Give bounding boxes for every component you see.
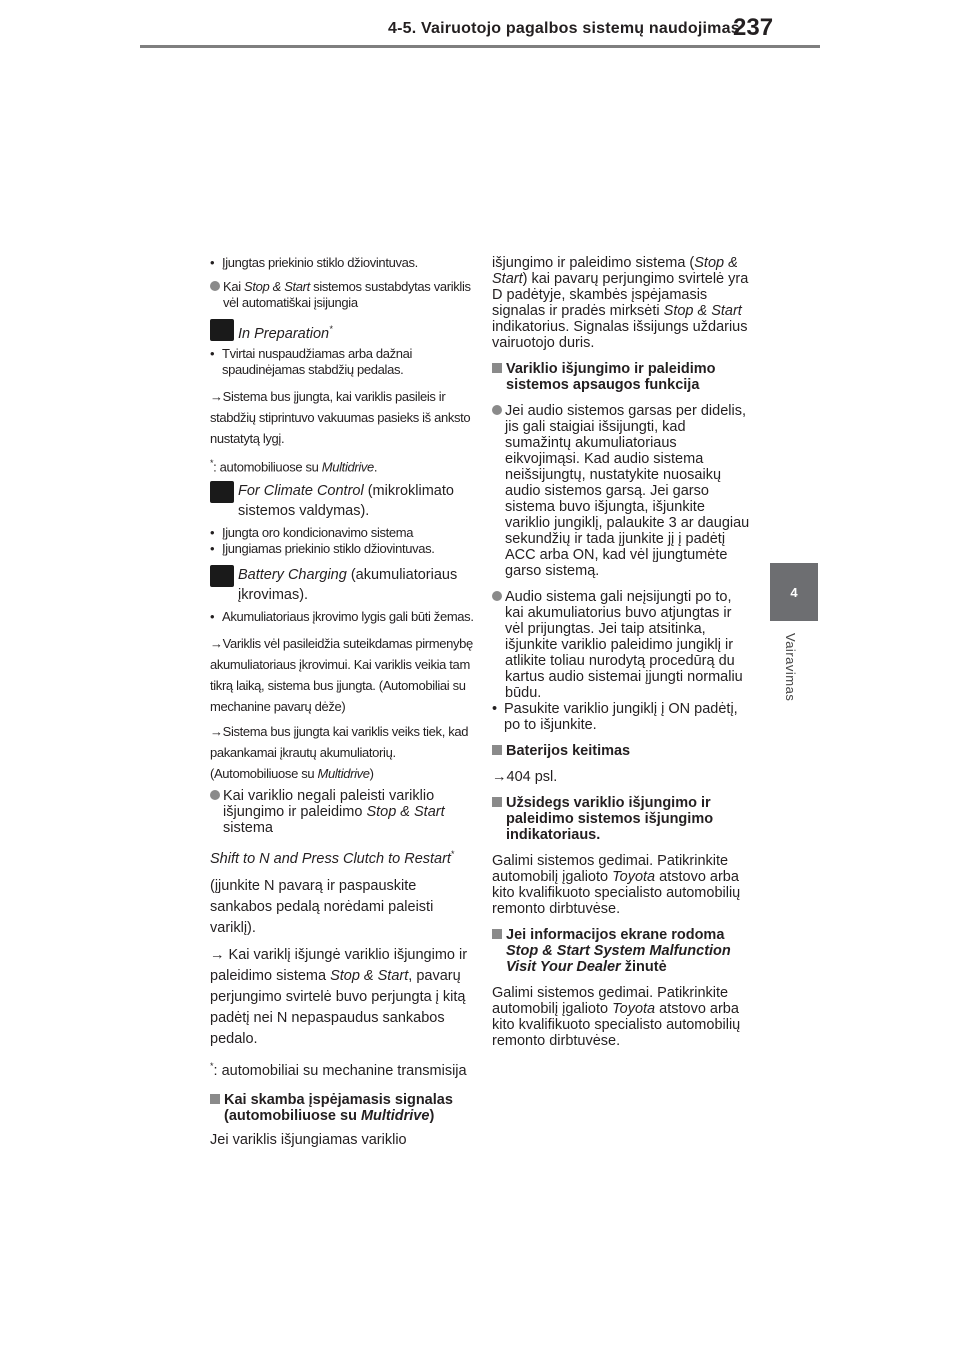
list-item: Kai Stop & Start sistemos sustabdytas variklis vėl automatiškai įsijungia <box>210 279 475 311</box>
list-item: Audio sistema gali neįsijungti po to, kai akumuliatorius buvo atjungtas ir vėl prijungtas. Jei taip atsitinka, išjunkite variklio paleidimo jungiklį ir atlikite toliau nurodytą procedūrą du kartus audio sistemai įjungti normaliu būdu. <box>492 589 754 701</box>
chapter-number: 4 <box>790 584 798 600</box>
indicator-row: Battery Charging (akumuliatoriaus įkrovimas). <box>210 565 475 605</box>
heading-square-icon <box>210 1094 220 1104</box>
footnote: *: automobiliai su mechanine transmisija <box>210 1060 467 1079</box>
chapter-label: Vairavimas <box>783 633 798 702</box>
paragraph: (įjunkite N pavarą ir paspauskite sankabos pedalą norėdami paleisti variklį). <box>210 877 434 936</box>
paragraph: Jei variklis išjungiamas variklio <box>210 1131 407 1148</box>
list-item: • Įjungta oro kondicionavimo sistema <box>210 525 475 541</box>
stop-start-indicator-icon <box>210 565 234 587</box>
paragraph: Galimi sistemos gedimai. Patikrinkite automobilį įgalioto Toyota atstovo arba kito kvalifikuoto specialisto automobilių remonto dirbtuvėse. <box>492 853 741 917</box>
footnote: *: automobiliuose su Multidrive. <box>210 457 378 475</box>
section-title: 4-5. Vairuotojo pagalbos sistemų naudojimas <box>388 20 740 37</box>
heading-square-icon <box>492 797 502 807</box>
bullet-dot-icon <box>492 591 502 601</box>
bullet-dot-icon <box>210 281 220 291</box>
indicator-row: In Preparation* <box>210 319 475 344</box>
message-text: Shift to N and Press Clutch to Restart* <box>210 849 455 867</box>
result-text: →Sistema bus įjungta, kai variklis pasileis ir stabdžių stiprintuvo vakuumas pasieks iš anksto nustatytą lygį. <box>210 388 471 446</box>
chapter-tab[interactable] <box>770 563 818 621</box>
stop-start-indicator-icon <box>210 481 234 503</box>
right-column <box>492 255 754 1057</box>
list-item: Kai variklio negali paleisti variklio išjungimo ir paleidimo Stop & Start sistema <box>210 788 475 836</box>
paragraph: išjungimo ir paleidimo sistema (Stop & Start) kai pavarų perjungimo svirtelė yra D padėtyje, skambės įspėjamasis signalas ir pradės mirksėti Stop & Start indikatorius. Signalas išsijungs uždarius vairuotojo duris. <box>492 255 749 351</box>
list-item: • Įjungtas priekinio stiklo džiovintuvas. <box>210 255 475 271</box>
heading-square-icon <box>492 363 502 373</box>
bullet-dot-icon <box>492 405 502 415</box>
list-item: • Akumuliatoriaus įkrovimo lygis gali būti žemas. <box>210 609 475 625</box>
list-item: • Pasukite variklio jungiklį į ON padėtį, po to išjunkite. <box>492 701 754 733</box>
result-text: →Variklis vėl pasileidžia suteikdamas pirmenybę akumuliatoriaus įkrovimui. Kai variklis veikia tam tikrą laiką, sistema bus įjungta. (Automobiliai su mechanine pavarų dėže) <box>210 636 473 715</box>
list-item: Jei audio sistemos garsas per didelis, jis gali staigiai išsijungti, kad sumažintų akumuliatoriaus eikvojimąsi. Kad audio sistema neišsijungtų, nustatykite nuosaikų audio sistemos garsą. Jei garso sistema buvo išjungta, išjunkite variklio jungiklį, palaukite 3 ar daugiau sekundžių ir tada įjunkite jį į padėtį ACC arba ON, kad vėl įjungtumėte garso sistemą. <box>492 403 754 579</box>
indicator-row: For Climate Control (mikroklimato sistemos valdymas). <box>210 481 475 521</box>
header-rule <box>140 45 820 48</box>
section-heading: Variklio išjungimo ir paleidimo sistemos apsaugos funkcija <box>492 361 754 393</box>
section-heading: Jei informacijos ekrane rodoma Stop & Start System Malfunction Visit Your Dealer žinutė <box>492 927 754 975</box>
heading-square-icon <box>492 929 502 939</box>
section-heading: Užsidegs variklio išjungimo ir paleidimo sistemos išjungimo indikatoriaus. <box>492 795 754 843</box>
list-item: • Tvirtai nuspaudžiamas arba dažnai spaudinėjamas stabdžių pedalas. <box>210 346 475 378</box>
left-column <box>210 255 475 1156</box>
section-heading: Baterijos keitimas <box>492 743 754 759</box>
stop-start-indicator-icon <box>210 319 234 341</box>
heading-square-icon <box>492 745 502 755</box>
list-item: • Įjungiamas priekinio stiklo džiovintuvas. <box>210 541 475 557</box>
paragraph: → Kai variklį išjungė variklio išjungimo ir paleidimo sistema Stop & Start, pavarų perjungimo svirtelė buvo perjungta į kitą padėtį nei N nepaspaudus sankabos pedalo. <box>210 946 468 1047</box>
page-number: 237 <box>733 14 774 41</box>
section-heading: Kai skamba įspėjamasis signalas (automobiliuose su Multidrive) <box>210 1092 475 1124</box>
result-text: →Sistema bus įjungta kai variklis veiks tiek, kad pakankamai įkrautų akumuliatorių. (Automobiliuose su Multidrive) <box>210 724 469 782</box>
bullet-dot-icon <box>210 790 220 800</box>
paragraph: Galimi sistemos gedimai. Patikrinkite automobilį įgalioto Toyota atstovo arba kito kvalifikuoto specialisto automobilių remonto dirbtuvėse. <box>492 985 741 1049</box>
page-reference: →404 psl. <box>492 769 558 785</box>
